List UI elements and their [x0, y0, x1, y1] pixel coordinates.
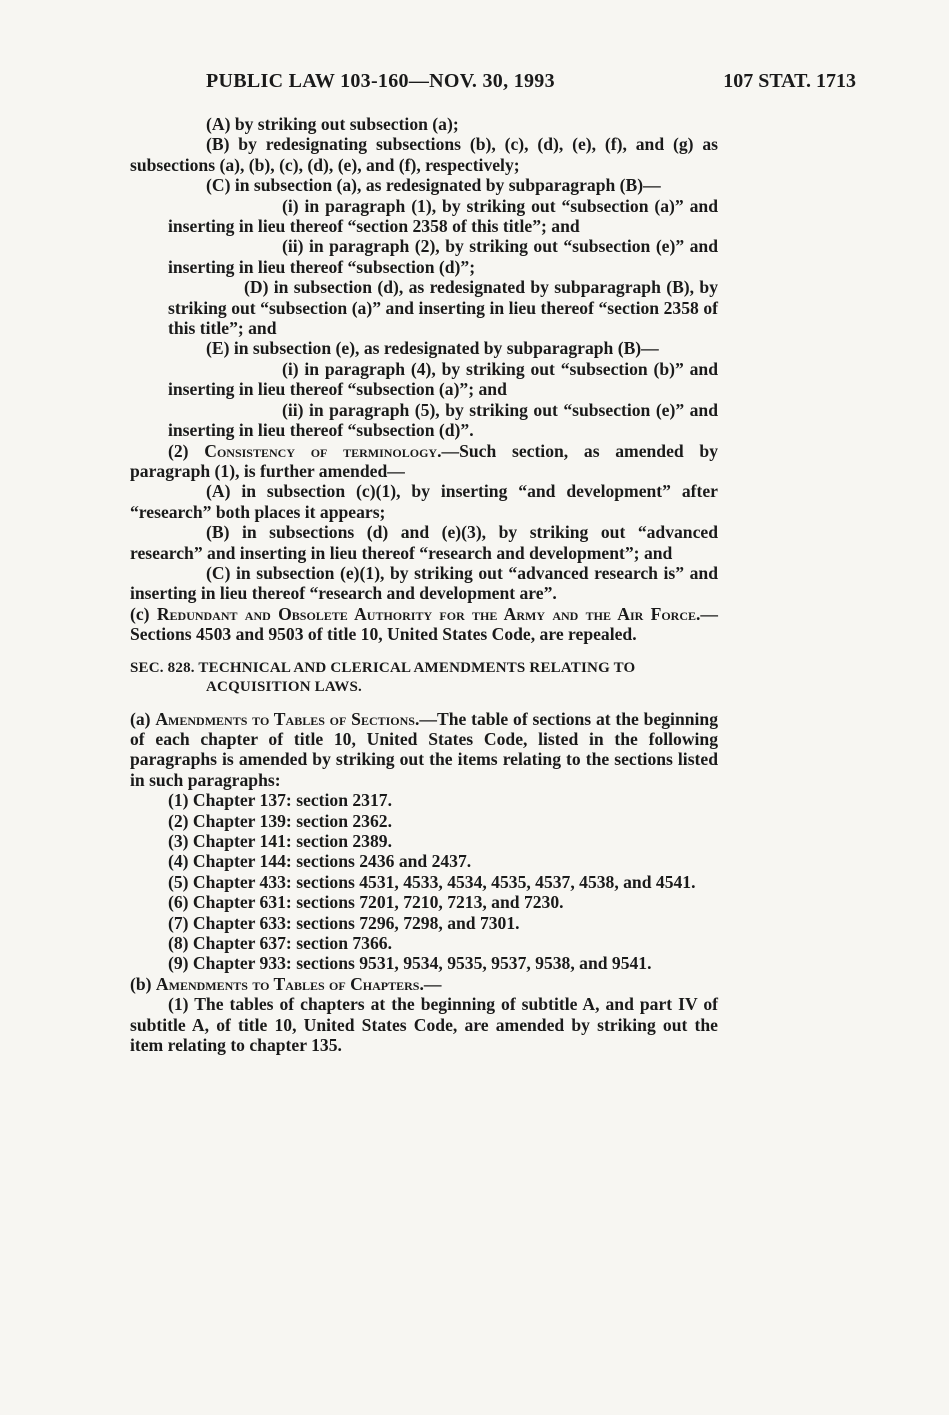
list-item: (1) The tables of chapters at the beginning of subtitle A, and part IV of subtitle A, of title 10, United States Code, are amended by striking out the item relating to chapter 135.	[130, 994, 718, 1056]
list-item: (B) in subsections (d) and (e)(3), by striking out “advanced research” and inserting in lieu thereof “research and development”; and	[130, 522, 718, 563]
paragraph-lead: (b)	[130, 973, 156, 994]
list-item: (6) Chapter 631: sections 7201, 7210, 7213, and 7230.	[168, 892, 564, 913]
list-item: (8) Chapter 637: section 7366.	[168, 933, 392, 954]
running-header	[0, 70, 949, 100]
paragraph: (i) in paragraph (1), by striking out “subsection (a)” and inserting in lieu thereof “section 2358 of this title”; and	[168, 195, 718, 237]
paragraph-c	[130, 604, 718, 645]
paragraph-lead: (a)	[130, 708, 156, 729]
paragraph: (ii) in paragraph (2), by striking out “subsection (e)” and inserting in lieu thereof “subsection (d)”;	[168, 236, 718, 277]
paragraph-heading: Amendments to Tables of Chapters.	[155, 973, 424, 994]
paragraph: (A) by striking out subsection (a);	[206, 114, 459, 134]
paragraph-a	[130, 709, 718, 791]
section-heading-line: SEC. 828. TECHNICAL AND CLERICAL AMENDMENTS RELATING TO	[130, 659, 636, 676]
paragraph-heading: Amendments to Tables of Sections.	[155, 708, 420, 729]
paragraph: (ii) in paragraph (5), by striking out “subsection (e)” and inserting in lieu thereof “subsection (d)”.	[168, 399, 718, 441]
list-item: (3) Chapter 141: section 2389.	[168, 831, 392, 851]
paragraph-b	[130, 974, 718, 994]
list-item: (4) Chapter 144: sections 2436 and 2437.	[168, 851, 472, 872]
header-page-ref: 107 STAT. 1713	[723, 70, 856, 92]
list-item: (C) in subsection (e)(1), by striking out “advanced research is” and inserting in lieu thereof “research and development are”.	[130, 562, 718, 604]
paragraph-heading: Redundant and Obsolete Authority for the Army and the Air Force.	[156, 603, 701, 624]
paragraph-text: —Such section, as amended by paragraph (1), is further amended—	[130, 440, 718, 481]
header-title: PUBLIC LAW 103-160—NOV. 30, 1993	[206, 70, 555, 92]
list-item: (9) Chapter 933: sections 9531, 9534, 9535, 9537, 9538, and 9541.	[168, 953, 652, 974]
paragraph: (E) in subsection (e), as redesignated by subparagraph (B)—	[206, 338, 659, 359]
section-heading-line: ACQUISITION LAWS.	[206, 678, 362, 695]
paragraph: (i) in paragraph (4), by striking out “subsection (b)” and inserting in lieu thereof “subsection (a)”; and	[168, 358, 718, 400]
paragraph: (D) in subsection (d), as redesignated by subparagraph (B), by striking out “subsection (a)” and inserting in lieu thereof “section 2358 of this title”; and	[168, 277, 718, 339]
paragraph-lead: (2)	[168, 440, 205, 461]
list-item: (7) Chapter 633: sections 7296, 7298, and 7301.	[168, 912, 520, 933]
list-item: (A) in subsection (c)(1), by inserting “and development” after “research” both places it appears;	[130, 481, 718, 522]
document-body	[130, 114, 718, 1055]
paragraph-text: —Sections 4503 and 9503 of title 10, United States Code, are repealed.	[130, 603, 718, 645]
paragraph-text: —The table of sections at the beginning of each chapter of title 10, United States Code, listed in the following paragraphs is amended by striking out the items relating to the sections listed in such paragraphs:	[130, 708, 718, 790]
list-item: (5) Chapter 433: sections 4531, 4533, 4534, 4535, 4537, 4538, and 4541.	[168, 871, 696, 892]
paragraph-2	[130, 441, 718, 482]
paragraph: (C) in subsection (a), as redesignated by subparagraph (B)—	[206, 175, 661, 196]
paragraph-text: —	[423, 973, 442, 994]
list-item: (1) Chapter 137: section 2317.	[168, 790, 392, 811]
paragraph-heading: Consistency of terminology.	[204, 440, 442, 461]
paragraph-lead: (c)	[130, 603, 157, 624]
section-heading	[130, 659, 718, 697]
paragraph: (B) by redesignating subsections (b), (c), (d), (e), (f), and (g) as subsections (a), (b), (c), (d), (e), and (f), respectively;	[130, 134, 718, 175]
list-item: (2) Chapter 139: section 2362.	[168, 810, 392, 831]
